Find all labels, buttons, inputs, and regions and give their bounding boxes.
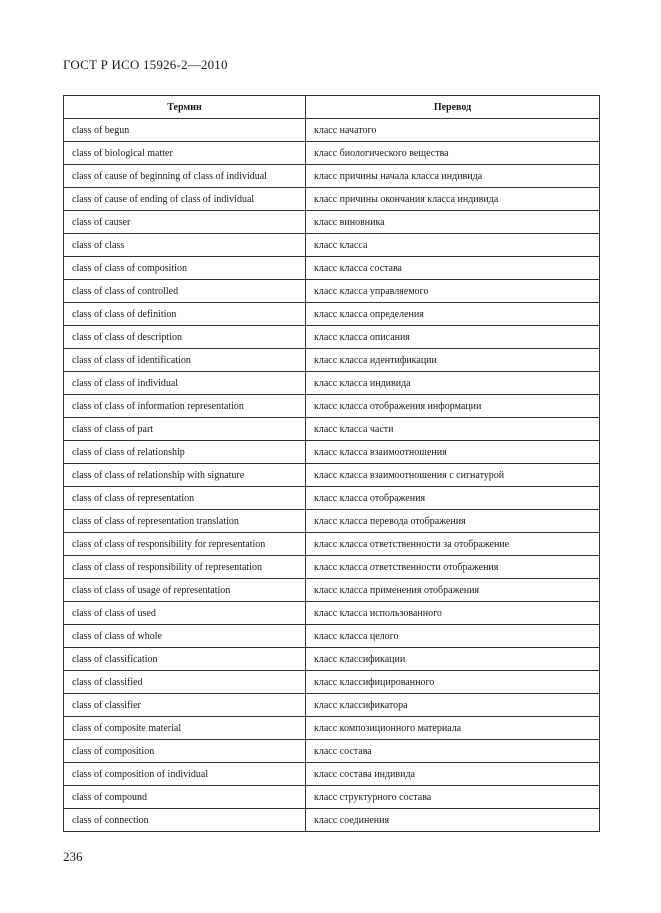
term-cell: class of class of whole xyxy=(64,625,306,648)
translation-cell: класс класса управляемого xyxy=(306,280,600,303)
table-row xyxy=(64,510,600,533)
term-cell: class of class of description xyxy=(64,326,306,349)
term-cell: class of class xyxy=(64,234,306,257)
table-row xyxy=(64,418,600,441)
translation-cell: класс классифицированного xyxy=(306,671,600,694)
term-cell: class of connection xyxy=(64,809,306,832)
table-row xyxy=(64,694,600,717)
document-header: ГОСТ Р ИСО 15926-2—2010 xyxy=(63,57,228,72)
term-cell: class of class of usage of representation xyxy=(64,579,306,602)
term-cell: class of class of responsibility of representation xyxy=(64,556,306,579)
term-cell: class of class of identification xyxy=(64,349,306,372)
table-row xyxy=(64,142,600,165)
translation-cell: класс состава xyxy=(306,740,600,763)
translation-cell: класс структурного состава xyxy=(306,786,600,809)
table-row xyxy=(64,786,600,809)
translation-cell: класс класса ответственности отображения xyxy=(306,556,600,579)
table-row xyxy=(64,372,600,395)
table-row xyxy=(64,234,600,257)
table-body xyxy=(64,119,600,832)
term-cell: class of classified xyxy=(64,671,306,694)
translation-cell: класс класса состава xyxy=(306,257,600,280)
table-row xyxy=(64,648,600,671)
table-row xyxy=(64,579,600,602)
term-cell: class of class of representation translation xyxy=(64,510,306,533)
translation-cell: класс соединения xyxy=(306,809,600,832)
term-cell: class of class of relationship xyxy=(64,441,306,464)
table-row xyxy=(64,671,600,694)
table-row xyxy=(64,349,600,372)
term-cell: class of causer xyxy=(64,211,306,234)
column-header-translation: Перевод xyxy=(306,96,600,119)
column-header-term: Термин xyxy=(64,96,306,119)
table-row xyxy=(64,533,600,556)
translation-cell: класс класса перевода отображения xyxy=(306,510,600,533)
translation-cell: класс виновника xyxy=(306,211,600,234)
table-row xyxy=(64,257,600,280)
term-cell: class of class of composition xyxy=(64,257,306,280)
table-row xyxy=(64,119,600,142)
terms-table xyxy=(63,95,600,832)
table-row xyxy=(64,556,600,579)
term-cell: class of class of information representation xyxy=(64,395,306,418)
translation-cell: класс класса описания xyxy=(306,326,600,349)
term-cell: class of begun xyxy=(64,119,306,142)
table-row xyxy=(64,487,600,510)
term-cell: class of composite material xyxy=(64,717,306,740)
page-number: 236 xyxy=(63,849,83,864)
translation-cell: класс класса части xyxy=(306,418,600,441)
term-cell: class of cause of ending of class of individual xyxy=(64,188,306,211)
table-row xyxy=(64,303,600,326)
translation-cell: класс класса взаимоотношения с сигнатурой xyxy=(306,464,600,487)
term-cell: class of class of used xyxy=(64,602,306,625)
table-row xyxy=(64,464,600,487)
translation-cell: класс класса определения xyxy=(306,303,600,326)
translation-cell: класс классификатора xyxy=(306,694,600,717)
term-cell: class of cause of beginning of class of individual xyxy=(64,165,306,188)
translation-cell: класс начатого xyxy=(306,119,600,142)
term-cell: class of classifier xyxy=(64,694,306,717)
table-row xyxy=(64,211,600,234)
translation-cell: класс класса целого xyxy=(306,625,600,648)
term-cell: class of classification xyxy=(64,648,306,671)
term-cell: class of class of representation xyxy=(64,487,306,510)
translation-cell: класс композиционного материала xyxy=(306,717,600,740)
term-cell: class of class of responsibility for representation xyxy=(64,533,306,556)
term-cell: class of composition of individual xyxy=(64,763,306,786)
table-header xyxy=(64,96,600,119)
translation-cell: класс класса xyxy=(306,234,600,257)
table-row xyxy=(64,602,600,625)
table-row xyxy=(64,395,600,418)
table-row xyxy=(64,625,600,648)
table-row xyxy=(64,165,600,188)
translation-cell: класс класса индивида xyxy=(306,372,600,395)
table-row xyxy=(64,740,600,763)
translation-cell: класс класса отображения xyxy=(306,487,600,510)
table-row xyxy=(64,809,600,832)
translation-cell: класс класса использованного xyxy=(306,602,600,625)
table-row xyxy=(64,326,600,349)
translation-cell: класс класса отображения информации xyxy=(306,395,600,418)
translation-cell: класс классификации xyxy=(306,648,600,671)
table-row xyxy=(64,188,600,211)
translation-cell: класс состава индивида xyxy=(306,763,600,786)
table-row xyxy=(64,717,600,740)
translation-cell: класс причины начала класса индивида xyxy=(306,165,600,188)
translation-cell: класс класса идентификации xyxy=(306,349,600,372)
term-cell: class of class of relationship with signature xyxy=(64,464,306,487)
term-cell: class of class of part xyxy=(64,418,306,441)
translation-cell: класс класса ответственности за отображение xyxy=(306,533,600,556)
term-cell: class of class of controlled xyxy=(64,280,306,303)
translation-cell: класс класса взаимоотношения xyxy=(306,441,600,464)
table-header-row xyxy=(64,96,600,119)
translation-cell: класс биологического вещества xyxy=(306,142,600,165)
translation-cell: класс класса применения отображения xyxy=(306,579,600,602)
table-row xyxy=(64,441,600,464)
translation-cell: класс причины окончания класса индивида xyxy=(306,188,600,211)
table-row xyxy=(64,763,600,786)
table-row xyxy=(64,280,600,303)
term-cell: class of class of individual xyxy=(64,372,306,395)
term-cell: class of class of definition xyxy=(64,303,306,326)
term-cell: class of compound xyxy=(64,786,306,809)
term-cell: class of biological matter xyxy=(64,142,306,165)
term-cell: class of composition xyxy=(64,740,306,763)
